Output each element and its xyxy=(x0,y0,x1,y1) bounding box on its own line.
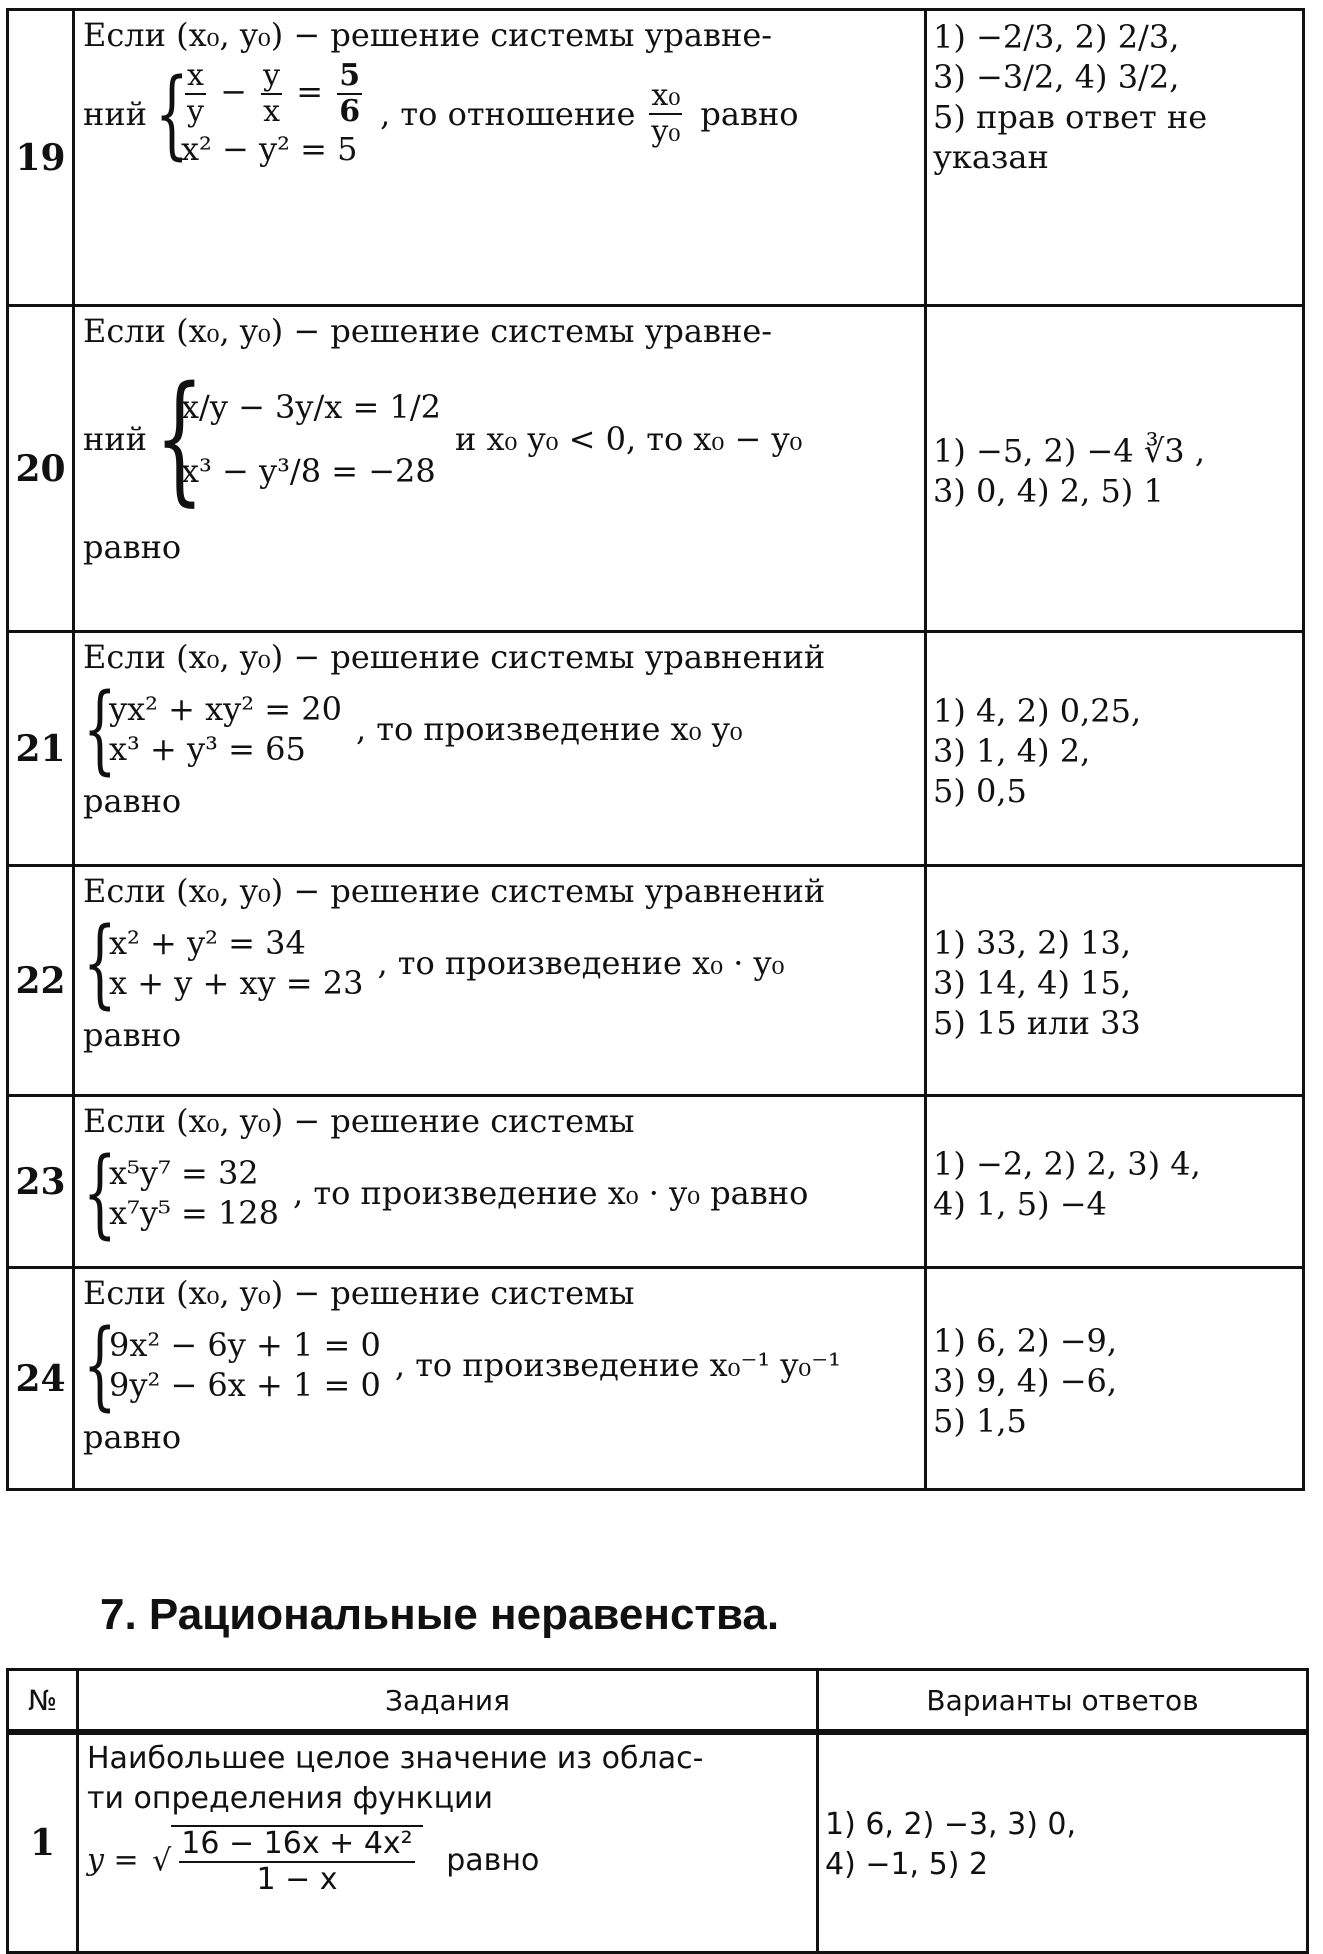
frac-den: 1 − x xyxy=(256,1862,338,1897)
answer-line: 3) −3/2, 4) 3/2, xyxy=(933,58,1180,96)
answer-line: указан xyxy=(933,138,1049,176)
problem-row xyxy=(8,1732,1308,1952)
task-tail: и x₀ y₀ < 0, то x₀ − y₀ xyxy=(454,420,803,458)
task-tail-2: равно xyxy=(83,528,182,566)
answer-line: 5) 15 или 33 xyxy=(933,1003,1141,1042)
answer-line: 3) 1, 4) 2, xyxy=(933,731,1091,770)
task-intro: Если (x₀, y₀) − решение системы уравнений xyxy=(83,638,826,676)
problem-number: 24 xyxy=(8,1268,74,1490)
frac-den: y xyxy=(186,94,204,129)
brace-icon: { xyxy=(83,1137,117,1249)
problem-task xyxy=(74,10,926,306)
frac-num: 5 xyxy=(339,58,361,93)
answer-line: 3) 14, 4) 15, xyxy=(933,963,1131,1002)
task-formula xyxy=(87,1825,810,1897)
answer-line: 5) 0,5 xyxy=(933,771,1027,810)
answer-line: 1) 6, 2) −9, xyxy=(933,1321,1118,1360)
equation-1 xyxy=(181,59,366,129)
equation-system xyxy=(83,673,918,785)
answer-line: 1) −5, 2) −4 ∛3 , xyxy=(933,431,1205,470)
answer-line: 1) 33, 2) 13, xyxy=(933,923,1131,962)
problem-row xyxy=(8,632,1304,866)
equation-system xyxy=(83,907,918,1019)
equation-system xyxy=(83,357,918,520)
answer-options xyxy=(926,10,1304,306)
problem-task xyxy=(74,1268,926,1490)
frac-num: 16 − 16x + 4x² xyxy=(181,1826,413,1861)
task-line: ти определения функции xyxy=(87,1781,494,1816)
brace-icon: { xyxy=(83,673,117,785)
op: = xyxy=(296,72,324,111)
answer-line: 1) 4, 2) 0,25, xyxy=(933,691,1142,730)
answer-options xyxy=(926,1268,1304,1490)
task-tail: , то произведение x₀ · y₀ xyxy=(377,944,785,982)
answer-line: 4) 1, 5) −4 xyxy=(933,1184,1107,1223)
brace-icon: { xyxy=(83,1309,117,1421)
task-intro: Если (x₀, y₀) − решение системы уравне- xyxy=(83,16,773,54)
frac-num: x xyxy=(187,58,204,93)
equation-1: x/y − 3y/x = 1/2 xyxy=(180,388,441,426)
frac-den: y₀ xyxy=(651,114,681,149)
task-intro: Если (x₀, y₀) − решение системы уравнений xyxy=(83,872,826,910)
task-tail-2: равно xyxy=(700,95,799,133)
equation-1: x² + y² = 34 xyxy=(109,924,306,962)
answer-options xyxy=(818,1732,1308,1952)
formula-lhs: y = xyxy=(87,1842,139,1878)
task-tail-2: равно xyxy=(83,1418,182,1456)
task-tail: , то отношение xyxy=(380,95,636,133)
equation-2: x³ + y³ = 65 xyxy=(109,730,306,768)
col-header-number: № xyxy=(8,1670,78,1733)
answer-line: 3) 0, 4) 2, 5) 1 xyxy=(933,471,1164,510)
brace-icon: { xyxy=(83,907,117,1019)
equation-1: 9x² − 6y + 1 = 0 xyxy=(109,1326,381,1364)
problem-number: 21 xyxy=(8,632,74,866)
col-header-answers: Варианты ответов xyxy=(818,1670,1308,1733)
problem-number: 22 xyxy=(8,866,74,1096)
equation-1: x⁵y⁷ = 32 xyxy=(109,1154,259,1192)
task-intro: Если (x₀, y₀) − решение системы уравне- xyxy=(83,312,773,350)
equation-system xyxy=(83,59,918,169)
problem-row xyxy=(8,1096,1304,1268)
task-prefix: ний xyxy=(83,420,147,458)
equation-2: x⁷y⁵ = 128 xyxy=(109,1194,280,1232)
problems-table xyxy=(6,8,1305,1491)
problem-task xyxy=(78,1732,818,1952)
answer-line: 1) −2, 2) 2, 3) 4, xyxy=(933,1144,1201,1183)
answer-line: 5) прав ответ не xyxy=(933,98,1208,136)
problem-task xyxy=(74,306,926,632)
problem-number: 19 xyxy=(8,10,74,306)
section-heading: 7. Рациональные неравенства. xyxy=(100,1590,780,1639)
problem-task xyxy=(74,632,926,866)
inequalities-table xyxy=(6,1668,1309,1954)
brace-icon: { xyxy=(154,357,204,520)
problem-row xyxy=(8,10,1304,306)
answer-line: 1) 6, 2) −3, 3) 0, xyxy=(825,1806,1077,1842)
task-prefix: ний xyxy=(83,95,147,133)
problem-number: 1 xyxy=(8,1732,78,1952)
task-tail: , то произведение x₀ y₀ xyxy=(355,710,743,748)
task-tail: , то произведение x₀ · y₀ равно xyxy=(293,1174,809,1212)
problem-row xyxy=(8,1268,1304,1490)
brace-icon: { xyxy=(154,58,189,170)
problem-task xyxy=(74,1096,926,1268)
task-intro: Если (x₀, y₀) − решение системы xyxy=(83,1274,635,1312)
answer-line: 5) 1,5 xyxy=(933,1401,1027,1440)
op: − xyxy=(220,72,247,111)
answer-line: 3) 9, 4) −6, xyxy=(933,1361,1118,1400)
frac-den: x xyxy=(263,94,281,129)
frac-num: y xyxy=(263,58,281,93)
answer-line: 1) −2/3, 2) 2/3, xyxy=(933,18,1180,56)
task-tail: , то произведение x₀⁻¹ y₀⁻¹ xyxy=(394,1346,841,1384)
sqrt-icon: √ $\frac{\text{16 − 16x + 4x²}}{1 - x}$ xyxy=(152,1825,423,1897)
equation-1: yx² + xy² = 20 xyxy=(109,690,342,728)
table-header-row xyxy=(8,1670,1308,1733)
answer-options xyxy=(926,866,1304,1096)
problem-number: 20 xyxy=(8,306,74,632)
equation-system xyxy=(83,1309,918,1421)
equation-system xyxy=(83,1137,918,1249)
problem-row xyxy=(8,306,1304,632)
frac-den: 6 xyxy=(339,94,361,129)
equation-2: x³ − y³/8 = −28 xyxy=(180,452,436,490)
frac-num: x₀ xyxy=(651,78,681,113)
equation-2: x + y + xy = 23 xyxy=(109,964,364,1002)
equation-2: 9y² − 6x + 1 = 0 xyxy=(109,1366,381,1404)
answer-options xyxy=(926,632,1304,866)
col-header-tasks: Задания xyxy=(78,1670,818,1733)
task-tail-2: равно xyxy=(83,782,182,820)
problem-number: 23 xyxy=(8,1096,74,1268)
answer-line: 4) −1, 5) 2 xyxy=(825,1846,989,1882)
answer-options xyxy=(926,306,1304,632)
problem-task xyxy=(74,866,926,1096)
formula-tail: равно xyxy=(446,1842,540,1878)
task-tail-2: равно xyxy=(83,1016,182,1054)
task-intro: Если (x₀, y₀) − решение системы xyxy=(83,1102,635,1140)
answer-options xyxy=(926,1096,1304,1268)
equation-2: x² − y² = 5 xyxy=(180,130,358,168)
task-line: Наибольшее целое значение из облас- xyxy=(87,1741,704,1776)
problem-row xyxy=(8,866,1304,1096)
